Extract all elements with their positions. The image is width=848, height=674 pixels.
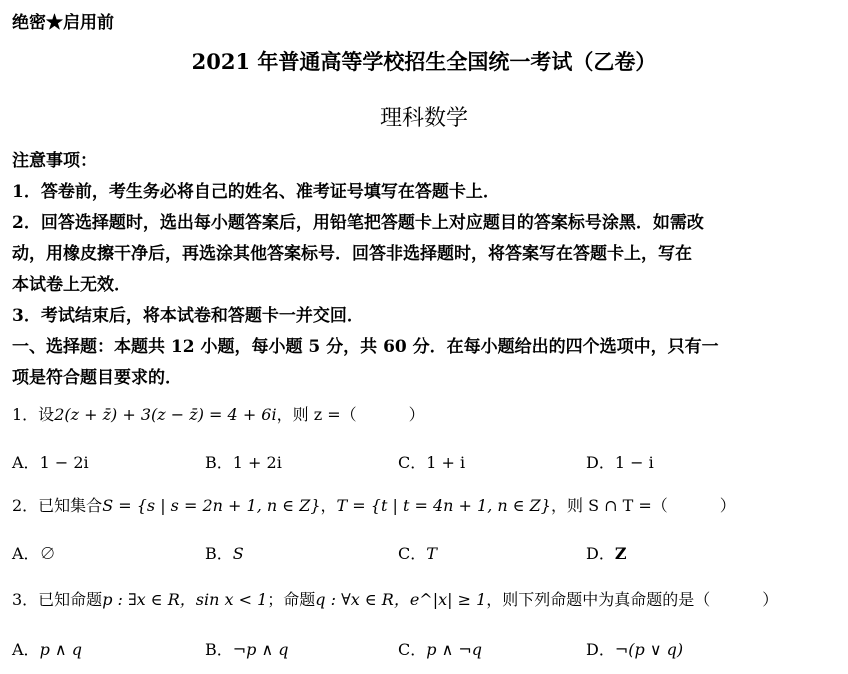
question-1-stem (12, 402, 425, 425)
question-2-close: ） (719, 496, 736, 515)
secret-label: 绝密★启用前 (12, 13, 114, 33)
question-3-proposition-p: p : ∃x ∈ R，sin x < 1 (102, 590, 268, 609)
question-1-option-d: D．1 − i (586, 453, 654, 472)
question-1-prefix: 1．设 (12, 405, 55, 424)
question-2-set-s: S = {s | s = 2n + 1, n ∈ Z} (102, 496, 321, 515)
question-2-option-b: B．S (205, 544, 244, 563)
notes-item-2-line-2: 动，用橡皮擦干净后，再选涂其他答案标号．回答非选择题时，将答案写在答题卡上，写在 (12, 244, 692, 264)
question-3-option-d: D．¬(p ∨ q) (586, 640, 684, 659)
question-3-mid: ；命题 (267, 590, 316, 609)
question-1-option-b: B．1 + 2i (205, 453, 282, 472)
question-3-option-c: C．p ∧ ¬q (398, 640, 483, 659)
question-3-stem (12, 587, 778, 610)
question-2-prefix: 2．已知集合 (12, 496, 103, 515)
question-1-equation: 2(z + z̄) + 3(z − z̄) = 4 + 6i (54, 405, 277, 424)
question-2-sep: ， (320, 496, 337, 515)
question-3-proposition-q: q : ∀x ∈ R，e^|x| ≥ 1 (315, 590, 487, 609)
question-2-option-a: A．∅ (12, 544, 56, 563)
question-2-stem (12, 493, 736, 516)
notes-heading: 注意事项： (12, 151, 97, 171)
notes-item-1: 1．答卷前，考生务必将自己的姓名、准考证号填写在答题卡上． (12, 182, 500, 202)
question-2-set-t: T = {t | t = 4n + 1, n ∈ Z} (336, 496, 551, 515)
notes-item-3: 3．考试结束后，将本试卷和答题卡一并交回． (12, 306, 364, 326)
question-1-option-c: C．1 + i (398, 453, 466, 472)
question-2-option-d: D．Z (586, 544, 627, 563)
question-2-suffix: ，则 S ∩ T =（ (550, 496, 668, 515)
section-heading-line-2: 项是符合题目要求的． (12, 368, 182, 388)
exam-subtitle: 理科数学 (379, 106, 468, 131)
question-1-suffix: ，则 z =（ (276, 405, 357, 424)
section-heading-line-1: 一、选择题：本题共 12 小题，每小题 5 分，共 60 分．在每小题给出的四个选项中，只有一 (12, 337, 719, 357)
question-3-prefix: 3．已知命题 (12, 590, 103, 609)
question-3-close: ） (762, 590, 779, 609)
question-3-option-b: B．¬p ∧ q (205, 640, 289, 659)
notes-item-2-line-1: 2．回答选择题时，选出每小题答案后，用铅笔把答题卡上对应题目的答案标号涂黑．如需改 (12, 213, 704, 233)
question-3-option-a: A．p ∧ q (12, 640, 82, 659)
question-1-option-a: A．1 − 2i (12, 453, 89, 472)
question-3-suffix: ，则下列命题中为真命题的是（ (486, 590, 711, 609)
notes-item-2-line-3: 本试卷上无效． (12, 275, 131, 295)
question-1-close: ） (408, 405, 425, 424)
question-2-option-c: C．T (398, 544, 437, 563)
exam-title: 2021 年普通高等学校招生全国统一考试（乙卷） (191, 49, 657, 74)
